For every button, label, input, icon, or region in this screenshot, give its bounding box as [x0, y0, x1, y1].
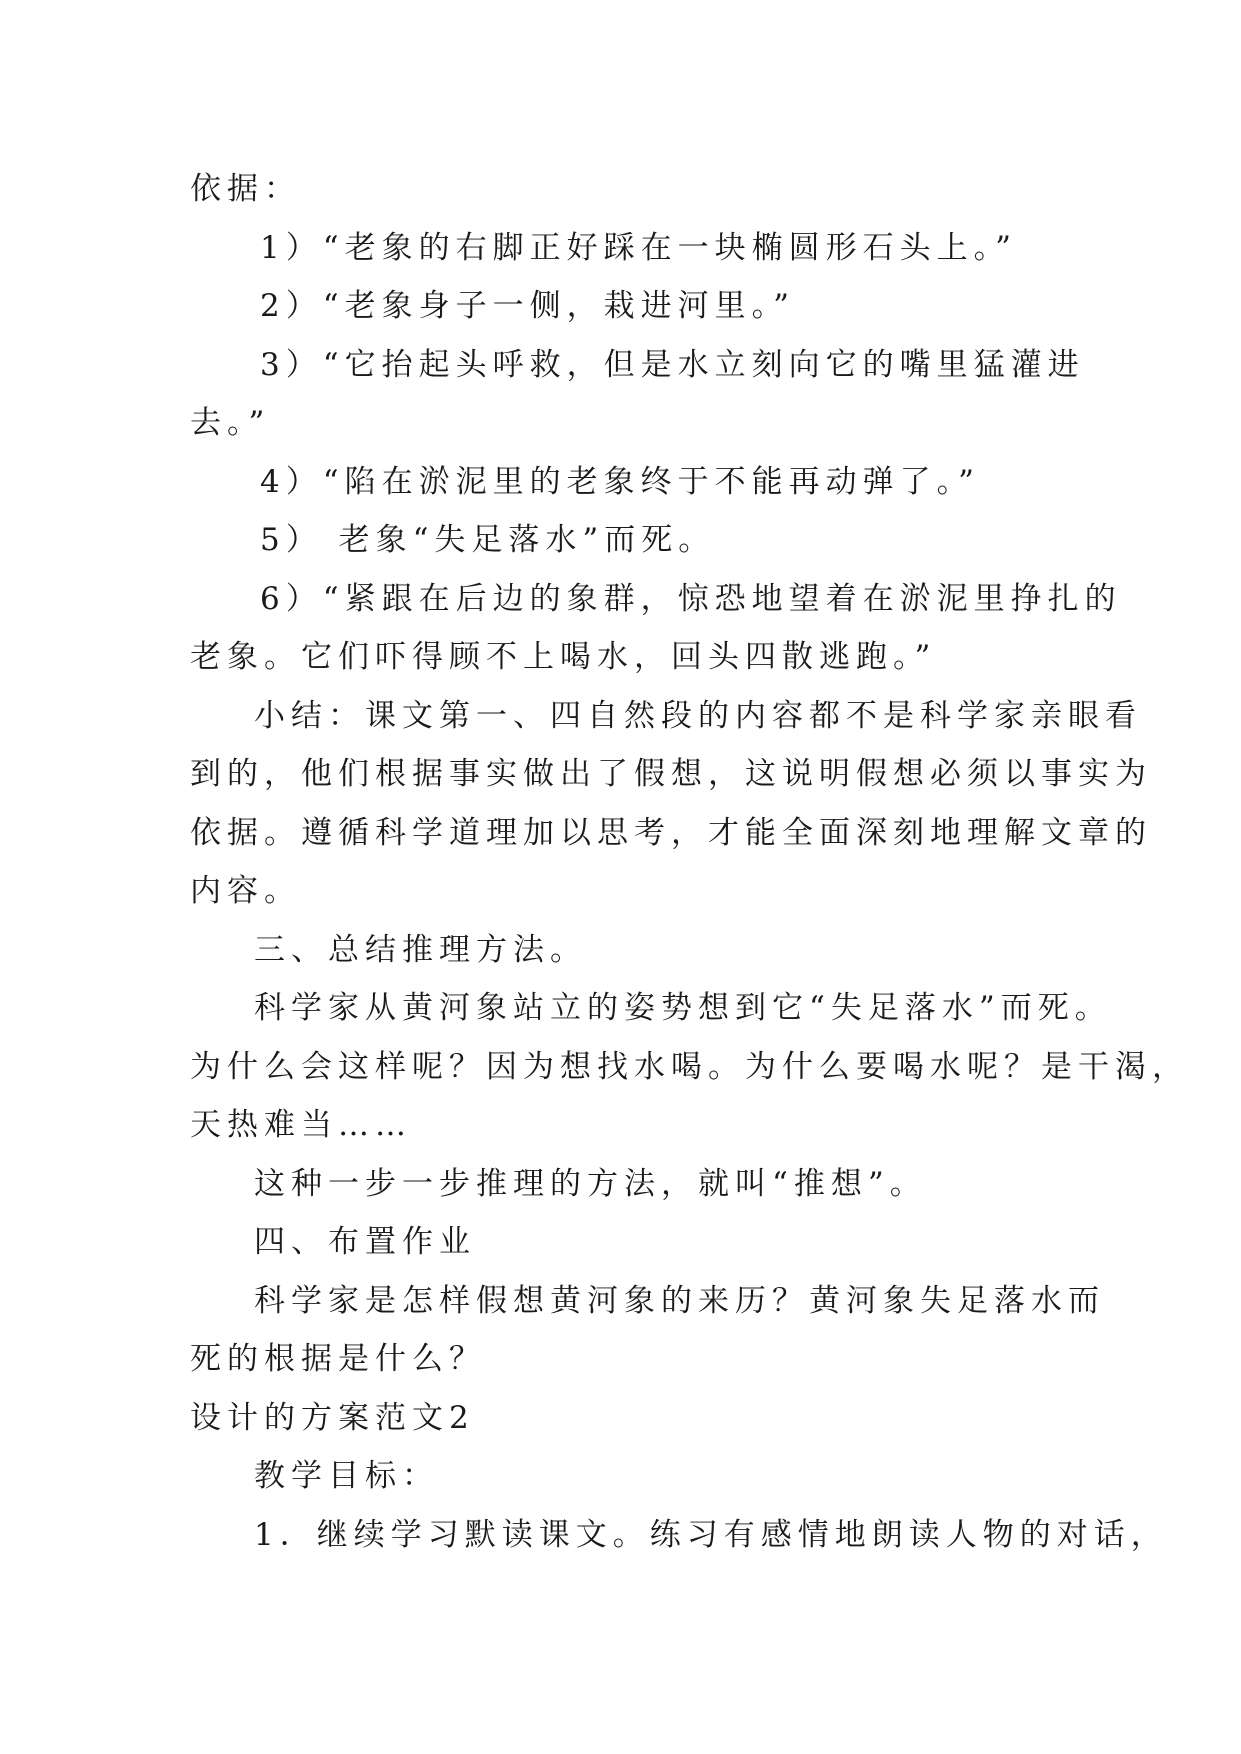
list-item: 1．继续学习默读课文。练习有感情地朗读人物的对话，: [254, 1516, 1168, 1553]
section-heading: 教学目标：: [254, 1458, 439, 1494]
text-line: 依据：: [190, 171, 301, 207]
text-line: 天热难当……: [190, 1107, 412, 1143]
list-item: 3）“它抬起头呼救，但是水立刻向它的嘴里猛灌进: [260, 346, 1085, 383]
document-subtitle: 设计的方案范文2: [190, 1399, 475, 1436]
text-line: 死的根据是什么？: [190, 1341, 486, 1377]
section-heading: 三、总结推理方法。: [254, 931, 587, 968]
paragraph-line: 科学家是怎样假想黄河象的来历？黄河象失足落水而: [254, 1282, 1105, 1319]
text-line: 内容。: [190, 873, 301, 909]
document-body: [190, 160, 1189, 1564]
text-line: 到的，他们根据事实做出了假想，这说明假想必须以事实为: [190, 756, 1152, 792]
text-line: 依据。遵循科学道理加以思考，才能全面深刻地理解文章的: [190, 814, 1152, 851]
text-line: 去。”: [190, 405, 271, 441]
section-heading: 四、布置作业: [254, 1224, 476, 1260]
paragraph-line: 这种一步一步推理的方法，就叫“推想”。: [254, 1165, 927, 1202]
text-line: 老象。它们吓得顾不上喝水，回头四散逃跑。”: [190, 639, 937, 675]
summary-paragraph: 小结：课文第一、四自然段的内容都不是科学家亲眼看: [254, 697, 1142, 734]
list-item: 2）“老象身子一侧，栽进河里。”: [260, 288, 795, 324]
list-item: 4）“陷在淤泥里的老象终于不能再动弹了。”: [260, 463, 980, 500]
list-item: 6）“紧跟在后边的象群，惊恐地望着在淤泥里挣扎的: [260, 580, 1122, 617]
paragraph-line: 科学家从黄河象站立的姿势想到它“失足落水”而死。: [254, 990, 1112, 1026]
list-item: 5） 老象“失足落水”而死。: [260, 522, 716, 558]
text-line: 为什么会这样呢？因为想找水喝。为什么要喝水呢？是干渴，: [190, 1048, 1189, 1085]
list-item: 1）“老象的右脚正好踩在一块椭圆形石头上。”: [260, 229, 1017, 266]
